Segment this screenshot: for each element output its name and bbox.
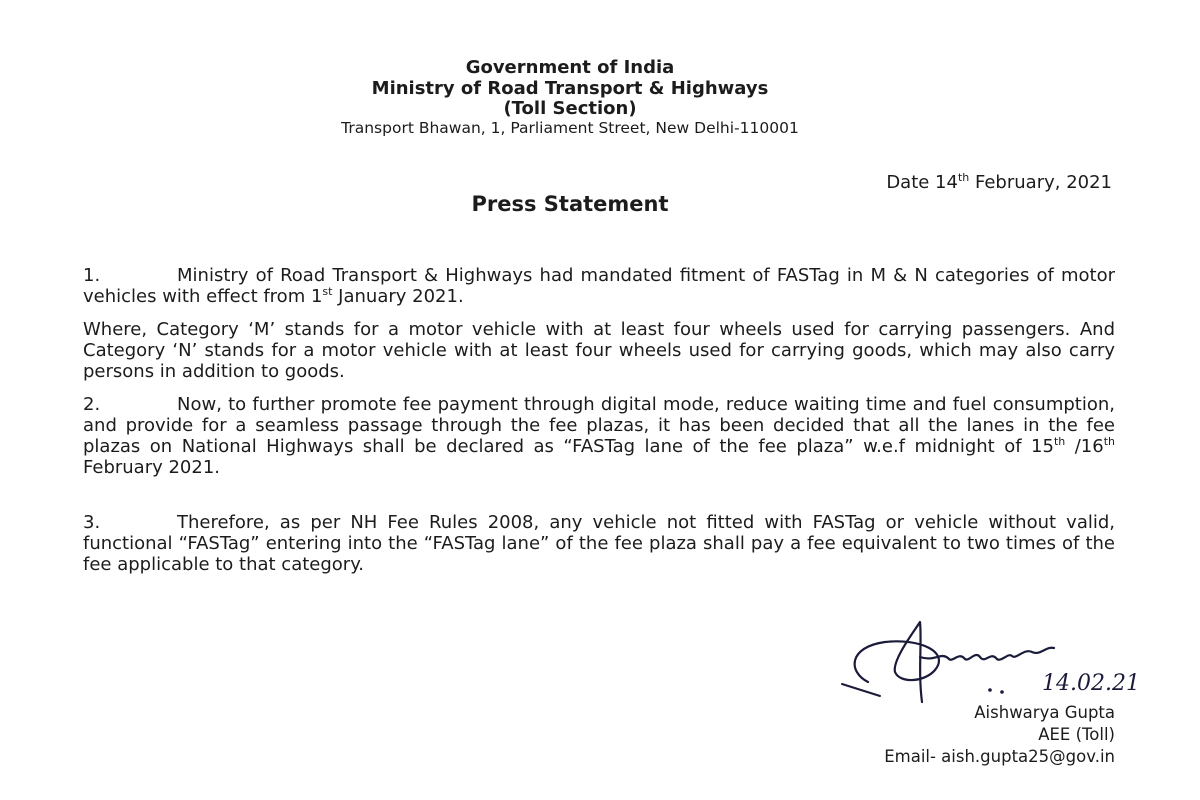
signature-stroke — [855, 622, 1054, 702]
header-address: Transport Bhawan, 1, Parliament Street, New Delhi-110001 — [341, 119, 799, 137]
paragraph-3: 3. Therefore, as per NH Fee Rules 2008, any vehicle not fitted with FASTag or vehicle without valid, functional “FASTag” entering into the “FASTag lane” of the fee plaza shall pay a fee equivalent to two times of the fee applicable to that category. — [83, 512, 1115, 575]
header-section: (Toll Section) — [503, 98, 637, 119]
handwritten-signature — [840, 612, 1160, 712]
paragraph-2: 2. Now, to further promote fee payment through digital mode, reduce waiting time and fuel consumption, and provide for a seamless passage through the fee plazas, it has been decided that all the lanes in the fee plazas on National Highways shall be declared as “FASTag lane of the fee plaza” w.e.f midnight of 15th /16th February 2021. — [83, 394, 1115, 478]
header-ministry: Ministry of Road Transport & Highways — [371, 78, 769, 99]
signature-graphic — [840, 612, 1160, 712]
signature-dot — [1000, 690, 1004, 694]
paragraph-1: 1. Ministry of Road Transport & Highways had mandated fitment of FASTag in M & N categories of motor vehicles with effect from 1st January 2021. — [83, 265, 1115, 307]
paragraph-number: 3. — [83, 512, 101, 533]
signature-flourish — [842, 684, 880, 696]
paragraph-1-definition: Where, Category ‘M’ stands for a motor vehicle with at least four wheels used for carrying passengers. And Category ‘N’ stands for a motor vehicle with at least four wheels used for carrying goods, which may also carry persons in addition to goods. — [83, 319, 1115, 382]
signatory-email: Email- aish.gupta25@gov.in — [884, 747, 1115, 766]
statement-date: Date 14th February, 2021 — [886, 171, 1112, 193]
signature-date: 14.02.21 — [1042, 671, 1140, 696]
paragraph-number: 1. — [83, 265, 101, 286]
header-government: Government of India — [465, 57, 675, 78]
signatory-designation: AEE (Toll) — [1038, 725, 1115, 744]
paragraph-number: 2. — [83, 394, 101, 415]
signatory-name: Aishwarya Gupta — [974, 703, 1115, 722]
page-title: Press Statement — [471, 192, 669, 216]
signature-dot — [988, 688, 992, 692]
